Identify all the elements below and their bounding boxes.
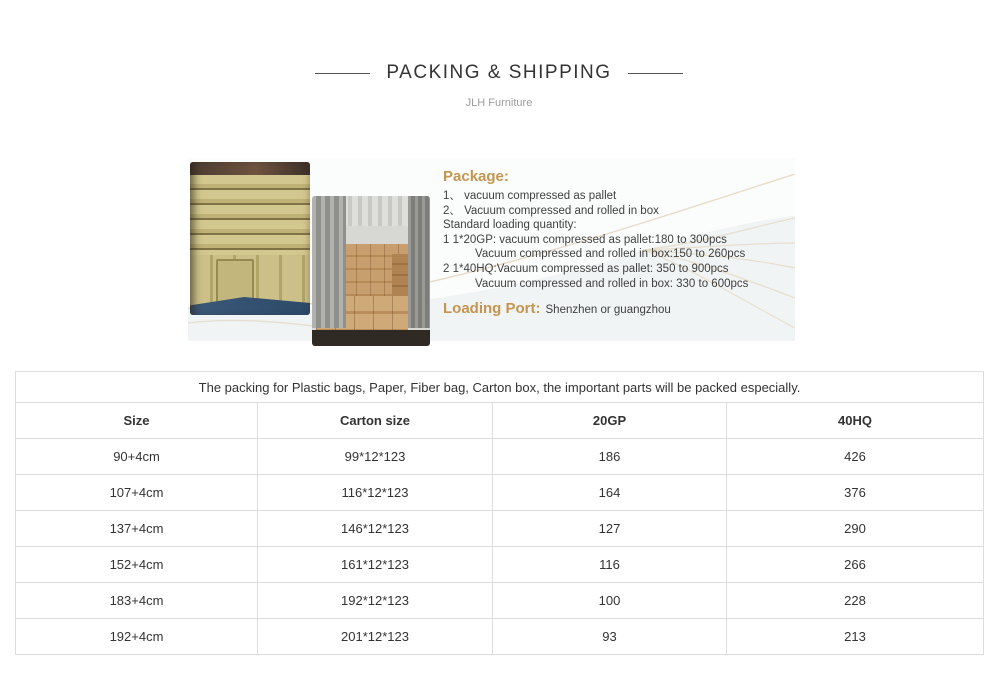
qty-40hq-cell: 228 bbox=[727, 583, 984, 619]
photo-container-cartons bbox=[312, 196, 430, 346]
size-cell: 192+4cm bbox=[16, 619, 258, 655]
size-cell: 152+4cm bbox=[16, 547, 258, 583]
package-line: Vacuum compressed and rolled in box:150 to 260pcs bbox=[475, 248, 746, 261]
qty-40hq-cell: 426 bbox=[727, 439, 984, 475]
package-lines bbox=[443, 189, 793, 291]
package-heading: Package: bbox=[443, 168, 509, 185]
section-header bbox=[0, 62, 998, 109]
carton-size-cell: 161*12*123 bbox=[258, 547, 493, 583]
carton-size-cell: 116*12*123 bbox=[258, 475, 493, 511]
loading-port bbox=[443, 300, 793, 317]
table-header-row bbox=[16, 403, 984, 439]
package-info bbox=[443, 168, 793, 317]
packing-banner bbox=[188, 158, 795, 341]
size-cell: 183+4cm bbox=[16, 583, 258, 619]
table-row bbox=[16, 547, 984, 583]
qty-40hq-cell: 266 bbox=[727, 547, 984, 583]
col-header-size: Size bbox=[16, 403, 258, 439]
size-cell: 90+4cm bbox=[16, 439, 258, 475]
carton-size-cell: 146*12*123 bbox=[258, 511, 493, 547]
packing-table bbox=[15, 371, 984, 655]
package-line: 2 1*40HQ:Vacuum compressed as pallet: 350 to 900pcs bbox=[443, 262, 729, 275]
title-row bbox=[0, 62, 998, 84]
qty-20gp-cell: 186 bbox=[493, 439, 727, 475]
size-cell: 107+4cm bbox=[16, 475, 258, 511]
col-header-40hq: 40HQ bbox=[727, 403, 984, 439]
qty-20gp-cell: 93 bbox=[493, 619, 727, 655]
table-row bbox=[16, 475, 984, 511]
page-title: PACKING & SHIPPING bbox=[386, 62, 612, 83]
col-header-20gp: 20GP bbox=[493, 403, 727, 439]
photo-packed-pallets bbox=[190, 162, 310, 315]
title-right-rule bbox=[628, 73, 683, 74]
qty-20gp-cell: 100 bbox=[493, 583, 727, 619]
package-line: Standard loading quantity: bbox=[443, 219, 577, 232]
size-cell: 137+4cm bbox=[16, 511, 258, 547]
package-line: 1、 vacuum compressed as pallet bbox=[443, 190, 617, 202]
package-line: 1 1*20GP: vacuum compressed as pallet:180 to 300pcs bbox=[443, 233, 727, 246]
col-header-carton-size: Carton size bbox=[258, 403, 493, 439]
table-row bbox=[16, 439, 984, 475]
brand-subtitle: JLH Furniture bbox=[465, 97, 533, 109]
carton-size-cell: 99*12*123 bbox=[258, 439, 493, 475]
package-line: Vacuum compressed and rolled in box: 330 to 600pcs bbox=[475, 277, 749, 290]
qty-20gp-cell: 164 bbox=[493, 475, 727, 511]
carton-size-cell: 192*12*123 bbox=[258, 583, 493, 619]
title-left-rule bbox=[315, 73, 370, 74]
qty-40hq-cell: 213 bbox=[727, 619, 984, 655]
packing-note: The packing for Plastic bags, Paper, Fiber bag, Carton box, the important parts will be packed especially. bbox=[16, 372, 984, 403]
table-row bbox=[16, 511, 984, 547]
loading-port-label: Loading Port: bbox=[443, 300, 541, 318]
loading-port-value: Shenzhen or guangzhou bbox=[545, 304, 671, 317]
carton-size-cell: 201*12*123 bbox=[258, 619, 493, 655]
table-row bbox=[16, 619, 984, 655]
qty-40hq-cell: 376 bbox=[727, 475, 984, 511]
qty-40hq-cell: 290 bbox=[727, 511, 984, 547]
table-row bbox=[16, 583, 984, 619]
qty-20gp-cell: 127 bbox=[493, 511, 727, 547]
qty-20gp-cell: 116 bbox=[493, 547, 727, 583]
package-line: 2、 Vacuum compressed and rolled in box bbox=[443, 204, 659, 217]
table-note-row bbox=[16, 372, 984, 403]
